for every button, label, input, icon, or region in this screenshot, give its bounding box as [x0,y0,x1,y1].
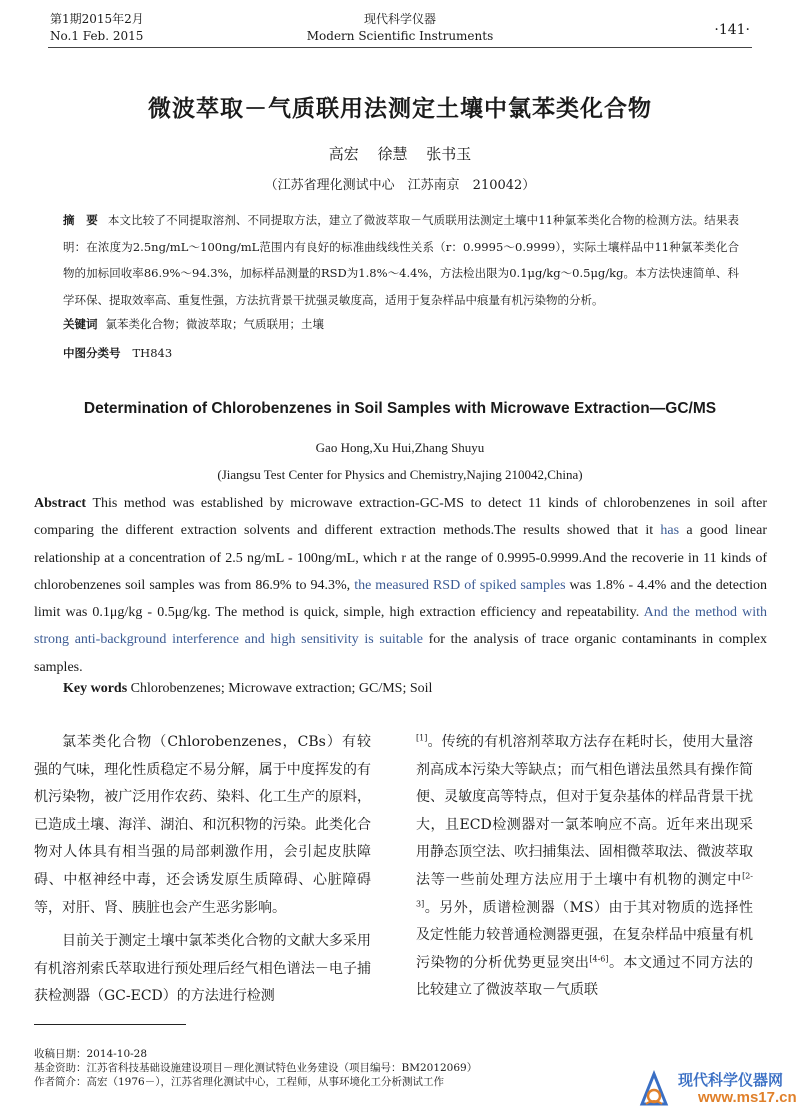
keywords-cn-label: 关键词 [63,317,98,331]
watermark-title: 现代科学仪器网 [678,1072,784,1089]
footnote-author: 作者简介：高宏（1976－），江苏省理化测试中心，工程师，从事环境化工分析测试工作 [34,1076,444,1088]
abstract-en-text-3: was 1.8% - 4.4% and the detection limit was 0.1μg/kg - 0.5μg/kg. The method is quick, simple, high extraction efficiency and repeatability. [34,577,768,621]
classification-cn-label: 中图分类号 [63,346,121,360]
keywords-en-label: Key words [63,681,128,696]
abstract-en [34,490,767,681]
abstract-en-highlight-3: And the method with strong anti-background interference and high sensitivity is suitable [34,605,767,648]
abstract-en-highlight-2: the measured RSD of spiked samples [354,577,566,593]
body-text: 。传统的有机溶剂萃取方法存在耗时长，使用大量溶剂高成本污染大等缺点；而气相色谱法虽然具有操作简便、灵敏度高等特点，但对于复杂基体的样品背景干扰大，且ECD检测器对一氯苯响应不高。近年来出现采用静态顶空法、吹扫捕集法、固相微萃取法、微波萃取法等一些前处理方法应用于土壤中有机物的测定中 [416,734,753,888]
header-journal [0,11,800,45]
citation-ref: [1] [416,733,428,743]
body-paragraph: 氯苯类化合物（Chlorobenzenes，CBs）有较强的气味，理化性质稳定不易分解，属于中度挥发的有机污染物，被广泛用作农药、染料、化工生产的原料，已造成土壤、海洋、湖泊、和沉积物的污染。此类化合物对人体具有相当强的局部刺激作用，会引起皮肤障碍、中枢神经中毒，还会诱发原生质障碍、心脏障碍等，对肝、肾、胰脏也会产生恶劣影响。 [34,734,371,916]
body-text: 。另外，质谱检测器（MS）由于其对物质的选择性及定性能力较普通检测器更强，在复杂样品中痕量有机污染物的分析优势更显突出 [416,899,753,971]
footnote-divider [34,1024,186,1025]
journal-en: Modern Scientific Instruments [306,29,494,43]
abstract-en-text-2: a good linear relationship at a concentration of 2.5 ng/mL - 100ng/mL, which r at the range of 0.9995-0.9999.And the recoverie in 11 kinds of chlorobenzenes soil samples was from 86.9% to 94.3%, [34,523,767,593]
affiliation-en: (Jiangsu Test Center for Physics and Chemistry,Najing 210042,China) [217,467,583,482]
keywords-en [63,681,432,697]
issue-en: No.1 Feb. 2015 [50,29,144,43]
footnote-funding: 基金资助：江苏省科技基础设施建设项目－理化测试特色业务建设（项目编号：BM2012069） [34,1062,478,1074]
keywords-en-text: Chlorobenzenes; Microwave extraction; GC/MS; Soil [130,681,433,696]
classification-cn-text: TH843 [132,346,173,360]
body-paragraph: 目前关于测定土壤中氯苯类化合物的文献大多采用有机溶剂索氏萃取进行预处理后经气相色谱法－电子捕获检测器（GC-ECD）的方法进行检测 [34,933,371,1005]
body-column-left [34,729,371,1011]
page-number: ·141· [714,22,750,38]
journal-cn: 现代科学仪器 [363,12,436,26]
affiliation-cn: （江苏省理化测试中心 江苏南京 210042） [264,178,536,193]
body-column-right [416,729,753,1005]
footnote-received: 收稿日期：2014-10-28 [34,1048,148,1060]
watermark-url[interactable]: www.ms17.cn [698,1089,797,1106]
abstract-en-highlight-1: has [660,523,680,539]
authors-cn: 高宏 徐慧 张书玉 [328,145,472,163]
keywords-cn-text: 氯苯类化合物；微波萃取；气质联用；土壤 [105,317,324,331]
title-en: Determination of Chlorobenzenes in Soil Samples with Microwave Extraction—GC/MS [83,400,717,417]
footnotes [34,1047,477,1089]
abstract-en-label: Abstract [34,496,87,511]
classification-cn [63,345,172,361]
keywords-cn [63,316,739,332]
abstract-cn-label: 摘 要 [63,213,98,227]
citation-ref: [2-3] [416,871,753,908]
abstract-cn [63,207,739,313]
authors-en: Gao Hong,Xu Hui,Zhang Shuyu [315,440,485,455]
abstract-cn-text: 本文比较了不同提取溶剂、不同提取方法，建立了微波萃取－气质联用法测定土壤中11种氯苯类化合物的检测方法。结果表明：在浓度为2.5ng/mL～100ng/mL范围内有良好的标准曲线线性关系（r：0.9995～0.9999），实际土壤样品中11种氯苯类化合物的加标回收率86.9%～94.3%，加标样品测量的RSD为1.8%～4.4%，方法检出限为0.1μg/kg～0.5μg/kg。本方法快速简单、科学环保、提取效率高、重复性强，方法抗背景干扰强灵敏度高，适用于复杂样品中痕量有机污染物的分析。 [63,213,739,307]
issue-cn: 第1期2015年2月 [50,12,144,26]
body-text: 。本文通过不同方法的比较建立了微波萃取－气质联 [416,954,754,999]
title-cn: 微波萃取－气质联用法测定土壤中氯苯类化合物 [148,95,652,122]
body-paragraph [416,729,753,1005]
citation-ref: [4-6] [589,954,609,964]
header-divider [48,47,752,48]
abstract-en-text-4: for the analysis of trace organic contaminants in complex samples. [34,632,768,675]
abstract-en-text-1: This method was established by microwave extraction-GC-MS to detect 11 kinds of chlorobenzenes in soil after comparing the different extraction solvents and different extraction methods.The results showed that it [34,496,767,539]
